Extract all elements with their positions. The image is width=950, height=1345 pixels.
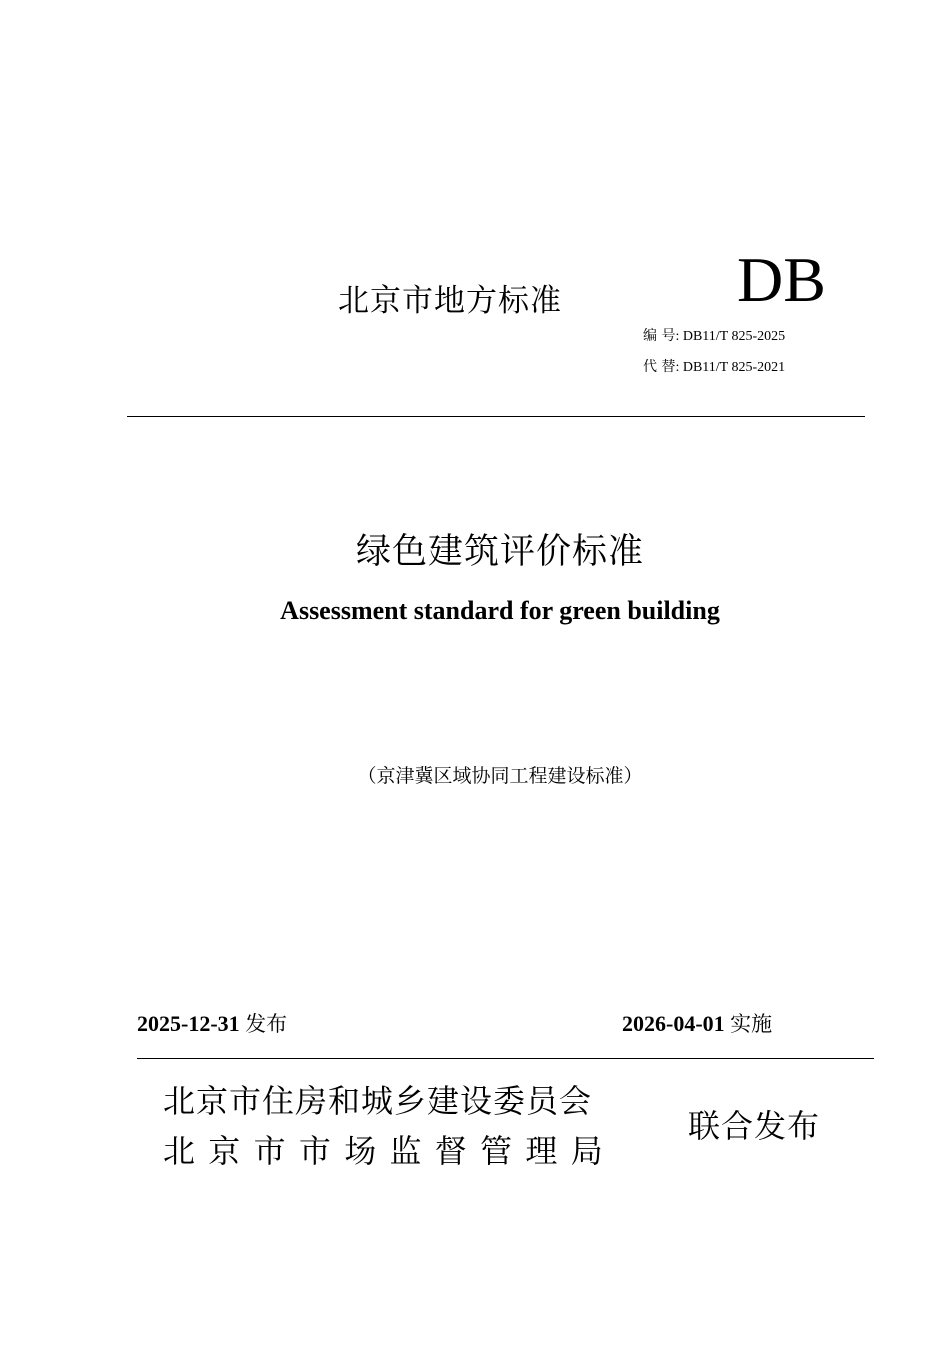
standard-number-label: 编 号 — [643, 328, 676, 344]
joint-publish-label: 联合发布 — [688, 1107, 821, 1145]
issue-date — [137, 1008, 287, 1038]
standard-number-row — [643, 325, 785, 345]
replaces-value: : DB11/T 825-2021 — [675, 360, 786, 375]
effective-date-value: 2026-04-01 — [622, 1011, 725, 1036]
standard-number-value: : DB11/T 825-2025 — [675, 329, 786, 344]
issuer-line-2: 北京市市场监督管理局 — [163, 1132, 617, 1170]
top-divider — [127, 416, 865, 417]
bottom-divider — [137, 1058, 874, 1059]
issue-date-value: 2025-12-31 — [137, 1011, 240, 1036]
issuer-line-1: 北京市住房和城乡建设委员会 — [163, 1082, 593, 1120]
title-chinese: 绿色建筑评价标准 — [355, 532, 644, 572]
effective-date — [622, 1008, 772, 1038]
replaces-row — [643, 356, 785, 376]
standard-type-label: 北京市地方标准 — [338, 283, 562, 319]
issue-date-suffix: 发布 — [245, 1012, 288, 1036]
subtitle: （京津冀区域协同工程建设标准） — [357, 765, 643, 787]
effective-date-suffix: 实施 — [730, 1012, 773, 1036]
db-mark: DB — [737, 244, 826, 315]
title-english: Assessment standard for green building — [280, 596, 720, 625]
replaces-label: 代 替 — [643, 359, 676, 375]
